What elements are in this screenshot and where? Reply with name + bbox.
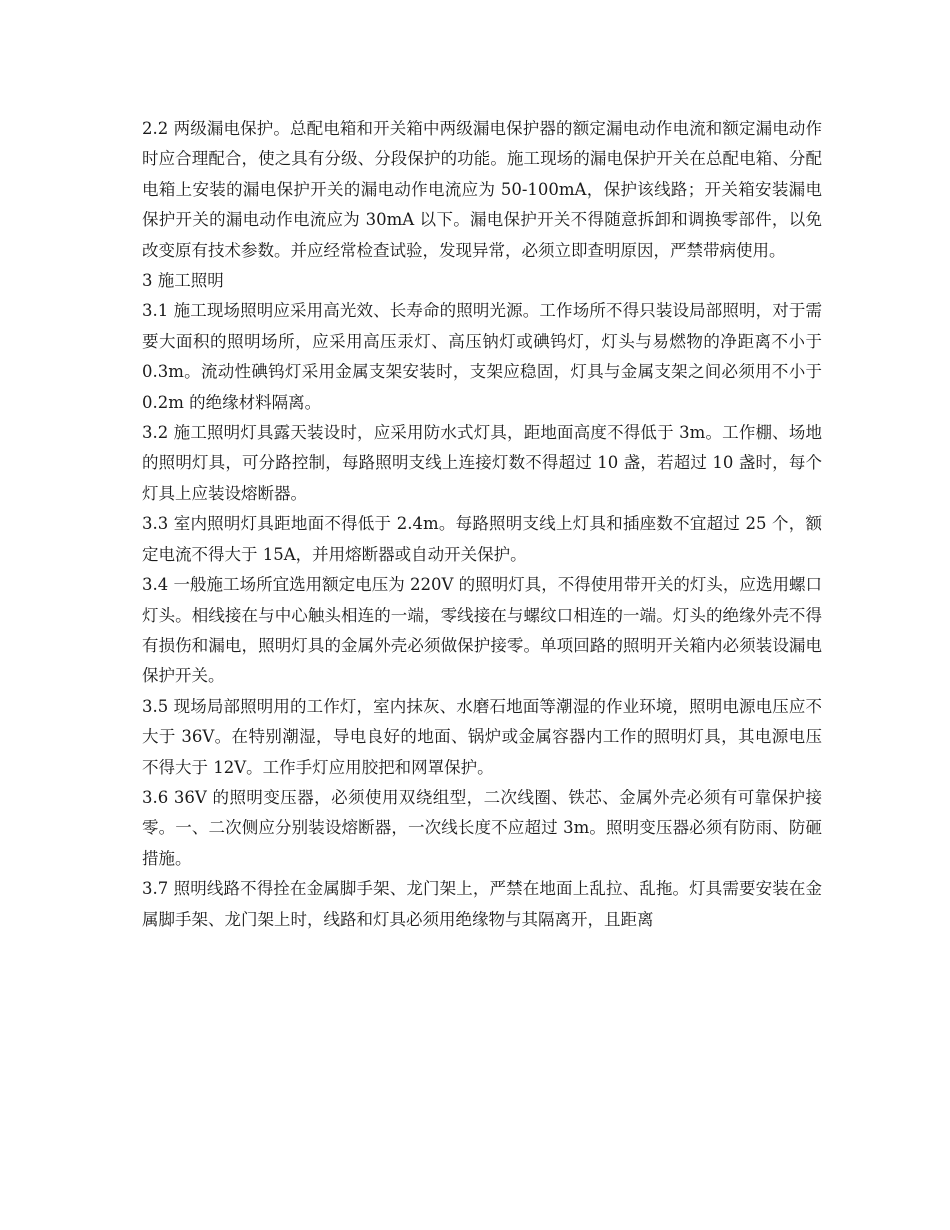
section-heading-3: 3 施工照明 xyxy=(142,271,224,291)
paragraph-2-2: 2.2 两级漏电保护。总配电箱和开关箱中两级漏电保护器的额定漏电动作电流和额定漏电动作时应合理配合，使之具有分级、分段保护的功能。施工现场的漏电保护开关在总配电箱、分配电箱上安装的漏电保护开关的漏电动作电流应为 50-100mA，保护该线路；开关箱安装漏电保护开关的漏电动作电流应为 30mA 以下。漏电保护开关不得随意拆卸和调换零部件，以免改变原有技术参数。并应经常检查试验，发现异常，必须立即查明原因，严禁带病使用。 xyxy=(142,119,822,260)
paragraph-3-3: 3.3 室内照明灯具距地面不得低于 2.4m。每路照明支线上灯具和插座数不宜超过 25 个，额定电流不得大于 15A，并用熔断器或自动开关保护。 xyxy=(142,514,822,564)
paragraph-3-1: 3.1 施工现场照明应采用高光效、长寿命的照明光源。工作场所不得只装设局部照明，对于需要大面积的照明场所，应采用高压汞灯、高压钠灯或碘钨灯，灯头与易燃物的净距离不小于 0.3m。流动性碘钨灯采用金属支架安装时，支架应稳固，灯具与金属支架之间必须用不小于 0.2m 的绝缘材料隔离。 xyxy=(142,301,822,412)
paragraph-3-5: 3.5 现场局部照明用的工作灯，室内抹灰、水磨石地面等潮湿的作业环境，照明电源电压应不大于 36V。在特别潮湿，导电良好的地面、锅炉或金属容器内工作的照明灯具，其电源电压不得大于 12V。工作手灯应用胶把和网罩保护。 xyxy=(142,696,822,777)
paragraph-3-2: 3.2 施工照明灯具露天装设时，应采用防水式灯具，距地面高度不得低于 3m。工作棚、场地的照明灯具，可分路控制，每路照明支线上连接灯数不得超过 10 盏，若超过 10 盏时，每个灯具上应装设熔断器。 xyxy=(142,423,822,503)
paragraph-3-7: 3.7 照明线路不得拴在金属脚手架、龙门架上，严禁在地面上乱拉、乱拖。灯具需要安装在金属脚手架、龙门架上时，线路和灯具必须用绝缘物与其隔离开，且距离 xyxy=(142,879,822,929)
document-body xyxy=(142,114,822,935)
paragraph-3-4: 3.4 一般施工场所宜选用额定电压为 220V 的照明灯具，不得使用带开关的灯头，应选用螺口灯头。相线接在与中心触头相连的一端，零线接在与螺纹口相连的一端。灯头的绝缘外壳不得有损伤和漏电，照明灯具的金属外壳必须做保护接零。单项回路的照明开关箱内必须装设漏电保护开关。 xyxy=(142,575,822,686)
paragraph-3-6: 3.6 36V 的照明变压器，必须使用双绕组型，二次线圈、铁芯、金属外壳必须有可靠保护接零。一、二次侧应分别装设熔断器，一次线长度不应超过 3m。照明变压器必须有防雨、防砸措施。 xyxy=(142,787,822,868)
